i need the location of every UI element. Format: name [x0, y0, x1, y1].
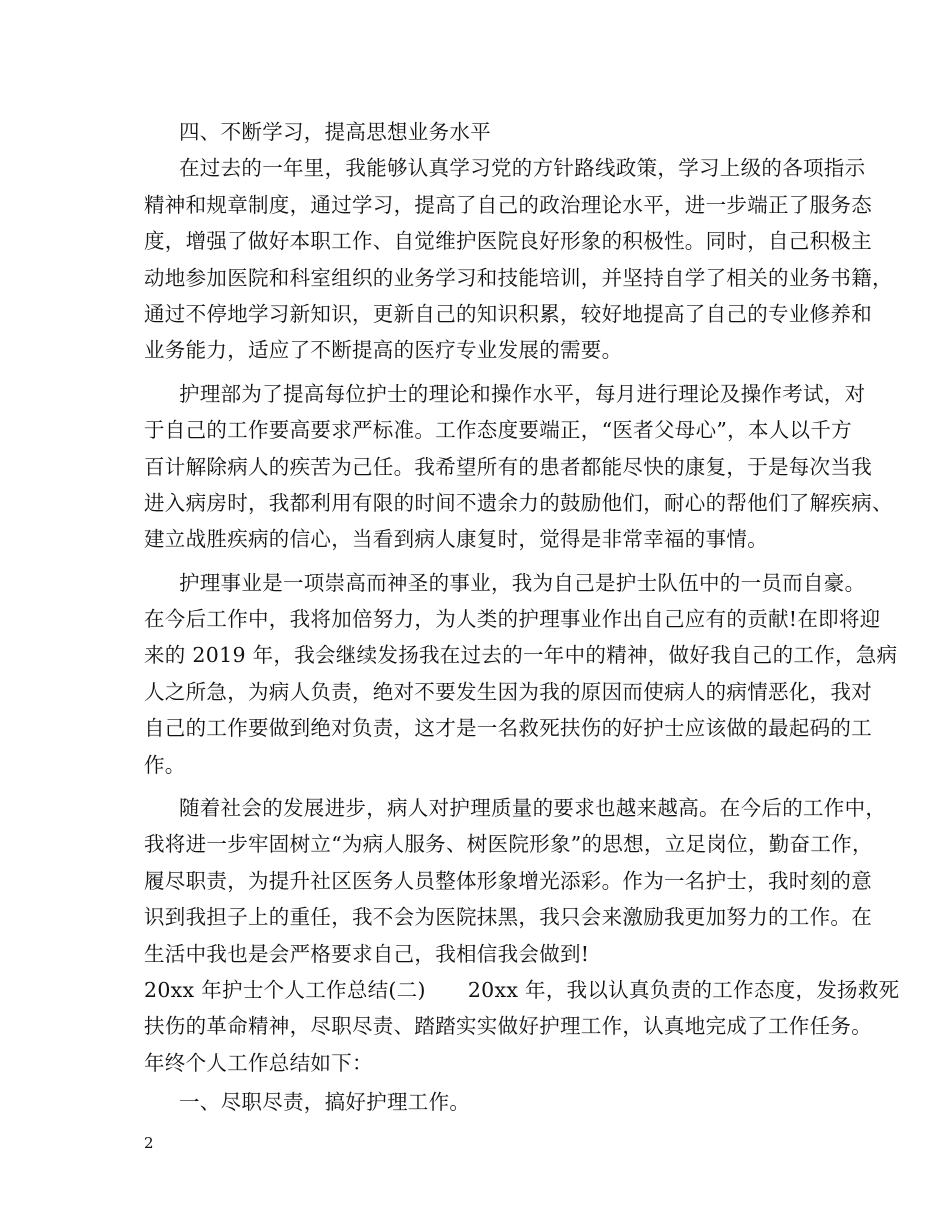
paragraph-line: 人之所急，为病人负责，绝对不要发生因为我的原因而使病人的病情恶化，我对	[144, 679, 872, 704]
paragraph-line: 通过不停地学习新知识，更新自己的知识积累，较好地提高了自己的专业修养和	[144, 301, 872, 326]
paragraph-line: 自己的工作要做到绝对负责，这才是一名救死扶伤的好护士应该做的最起码的工	[144, 716, 872, 741]
summary-title: 20xx 年护士个人工作总结(二)	[144, 977, 426, 1002]
paragraph-line: 年终个人工作总结如下：	[144, 1050, 373, 1075]
paragraph-line: 于自己的工作要高要求严标准。工作态度要端正，“医者父母心”，本人以千方	[144, 418, 852, 443]
paragraph-line: 在今后工作中，我将加倍努力，为人类的护理事业作出自己应有的贡献!在即将迎	[144, 607, 881, 632]
paragraph-line: 进入病房时，我都利用有限的时间不遗余力的鼓励他们，耐心的帮他们了解疾病、	[144, 490, 893, 515]
paragraph-line: 生活中我也是会严格要求自己，我相信我会做到!	[144, 941, 590, 966]
paragraph-line: 动地参加医院和科室组织的业务学习和技能培训，并坚持自学了相关的业务书籍，	[144, 265, 893, 290]
paragraph-line: 我将进一步牢固树立“为病人服务、树医院形象”的思想，立足岗位，勤奋工作，	[144, 832, 873, 857]
paragraph-line: 度，增强了做好本职工作、自觉维护医院良好形象的积极性。同时，自己积极主	[144, 229, 872, 254]
paragraph-line: 作。	[144, 752, 186, 777]
paragraph-line: 履尽职责，为提升社区医务人员整体形象增光添彩。作为一名护士，我时刻的意	[144, 868, 872, 893]
paragraph-line: 扶伤的革命精神，尽职尽责、踏踏实实做好护理工作，认真地完成了工作任务。	[144, 1014, 872, 1039]
paragraph-line: 识到我担子上的重任，我不会为医院抹黑，我只会来激励我更加努力的工作。在	[144, 905, 872, 930]
paragraph-line: 建立战胜疾病的信心，当看到病人康复时，觉得是非常幸福的事情。	[144, 527, 768, 552]
paragraph-line: 来的 2019 年，我会继续发扬我在过去的一年中的精神，做好我自己的工作，急病	[144, 643, 898, 668]
section-heading: 一、尽职尽责，搞好护理工作。	[179, 1090, 471, 1115]
page-number: 2	[144, 1134, 154, 1152]
paragraph-line: 精神和规章制度，通过学习，提高了自己的政治理论水平，进一步端正了服务态	[144, 192, 872, 217]
summary-heading-line	[144, 972, 900, 1008]
paragraph-line: 随着社会的发展进步，病人对护理质量的要求也越来越高。在今后的工作中，	[179, 796, 887, 821]
paragraph-gap	[144, 558, 816, 565]
paragraph-line: 护理事业是一项崇高而神圣的事业，我为自己是护士队伍中的一员而自豪。	[179, 570, 866, 595]
paragraph-line: 护理部为了提高每位护士的理论和操作水平，每月进行理论及操作考试，对	[179, 381, 866, 406]
section-heading: 四、不断学习，提高思想业务水平	[179, 120, 491, 144]
document-body	[144, 114, 900, 1121]
summary-intro: 20xx 年，我以认真负责的工作态度，发扬救死	[467, 977, 900, 1002]
paragraph-line: 在过去的一年里，我能够认真学习党的方针路线政策，学习上级的各项指示	[179, 156, 866, 181]
paragraph-line: 百计解除病人的疾苦为己任。我希望所有的患者都能尽快的康复，于是每次当我	[144, 454, 872, 479]
paragraph-line: 业务能力，适应了不断提高的医疗专业发展的需要。	[144, 338, 623, 363]
paragraph-gap	[144, 369, 816, 376]
paragraph-gap	[144, 783, 816, 790]
